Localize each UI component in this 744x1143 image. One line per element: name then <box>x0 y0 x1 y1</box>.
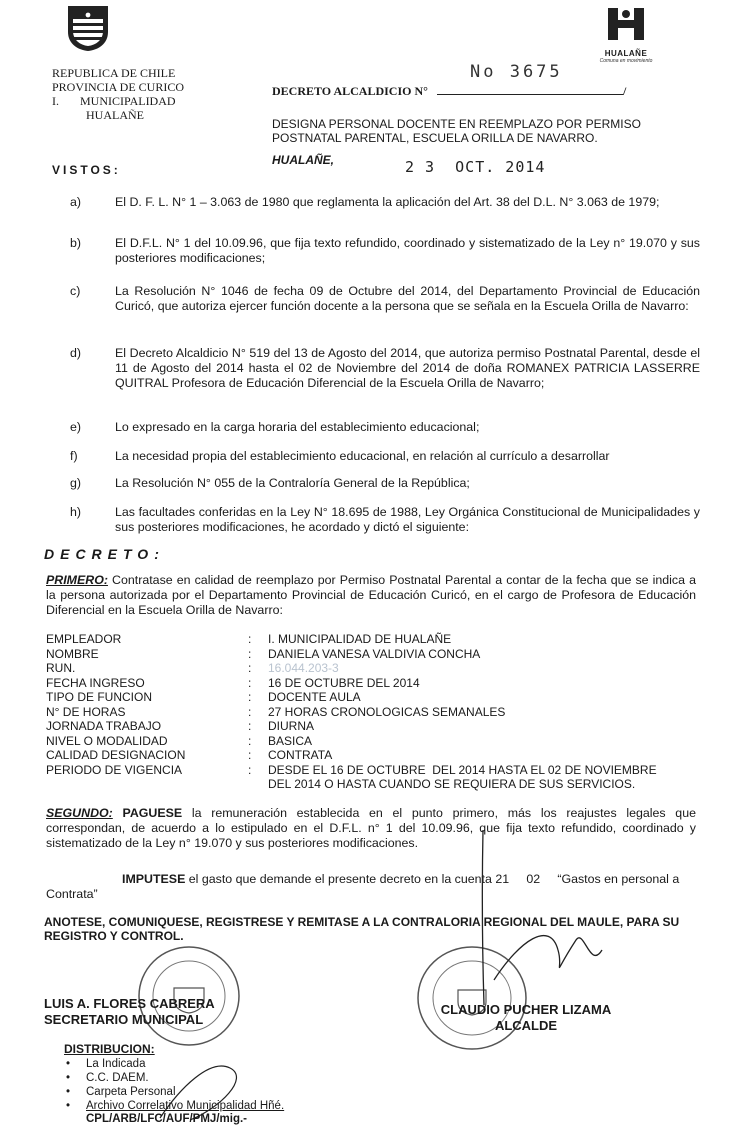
hualane-logo <box>598 6 654 64</box>
institution-line: PROVINCIA DE CURICO <box>52 80 185 94</box>
detail-colon: : <box>248 733 252 748</box>
impute-paragraph <box>46 872 696 902</box>
decree-title-line <box>272 84 626 99</box>
item-text: El Decreto Alcaldicio N° 519 del 13 de Agosto del 2014, que autoriza permiso Postnatal Parental, desde el 11 de Agosto del 2014 hasta el 02 de Noviembre del 2014 de doña ROMANEX PATRICIA LASSERRE QUITRAL Profesora de Educación Diferencial de la Escuela Orilla de Navarro; <box>115 346 700 390</box>
decree-subject: DESIGNA PERSONAL DOCENTE EN REEMPLAZO POR PERMISO POSTNATAL PARENTAL, ESCUELA ORILLA DE NAVARRO. <box>272 117 641 145</box>
detail-colon: : <box>248 719 252 733</box>
detail-key: PERIODO DE VIGENCIA <box>46 762 183 777</box>
item-text: La Resolución N° 1046 de fecha 09 de Octubre del 2014, del Departamento Provincial de Educación Curicó, que autoriza ejercer función docente a la persona que se señala en la Escuela Orilla de Navarro: <box>115 284 700 313</box>
place-label: HUALAÑE, <box>272 153 334 167</box>
detail-value: I. MUNICIPALIDAD DE HUALAÑE <box>268 632 452 646</box>
detail-colon: : <box>248 704 252 719</box>
detail-colon: : <box>248 675 252 690</box>
detail-value: CONTRATA <box>268 748 333 762</box>
detail-value: DANIELA VANESA VALDIVIA CONCHA <box>268 646 481 661</box>
closing-instruction: ANOTESE, COMUNIQUESE, REGISTRESE Y REMITASE A LA CONTRALORIA REGIONAL DEL MAULE, PARA SU REGISTRO Y CONTROL. <box>44 915 680 943</box>
decreto-heading: DECRETO: <box>44 546 165 562</box>
detail-value: DEL 2014 O HASTA CUANDO SE REQUIERA DE SUS SERVICIOS. <box>268 777 636 791</box>
decree-slash: / <box>622 84 627 98</box>
primero-paragraph <box>46 573 696 618</box>
item-text: La necesidad propia del establecimiento educacional, en relación al currículo a desarrollar <box>115 449 610 463</box>
decree-label: DECRETO ALCALDICIO N° <box>272 84 428 98</box>
vistos-item <box>70 346 700 391</box>
detail-key: N° DE HORAS <box>46 704 126 719</box>
distribution-list <box>64 1057 284 1113</box>
item-letter: c) <box>70 284 81 298</box>
detail-value: 16 DE OCTUBRE DEL 2014 <box>268 675 420 690</box>
detail-key: CALIDAD DESIGNACION <box>46 748 186 762</box>
impute-lead: IMPUTESE <box>122 872 186 886</box>
mayor-title: ALCALDE <box>494 1018 558 1033</box>
distribution-heading: DISTRIBUCION: <box>64 1042 155 1056</box>
mayor-signature-block <box>426 1002 626 1034</box>
detail-colon: : <box>248 632 252 646</box>
impute-text: el gasto que demande el presente decreto en la cuenta 21 02 “Gastos en personal a Contrata” <box>46 872 683 901</box>
vistos-heading: VISTOS: <box>52 163 121 177</box>
vistos-item <box>70 284 700 314</box>
institution-line: HUALAÑE <box>86 108 144 122</box>
secretary-title: SECRETARIO MUNICIPAL <box>44 1012 204 1027</box>
segundo-label: SEGUNDO: <box>46 806 113 820</box>
institution-line: REPUBLICA DE CHILE <box>52 66 176 80</box>
detail-value: DOCENTE AULA <box>268 690 361 704</box>
detail-value: DESDE EL 16 DE OCTUBRE DEL 2014 HASTA EL 02 DE NOVIEMBRE <box>268 762 657 777</box>
item-text: El D. F. L. N° 1 – 3.063 de 1980 que reglamenta la aplicación del Art. 38 del D.L. N° 3.063 de 1979; <box>115 195 660 209</box>
segundo-lead: PAGUESE <box>112 806 183 820</box>
item-text: El D.F.L. N° 1 del 10.09.96, que fija texto refundido, coordinado y sistematizado de la Ley n° 19.070 y sus posteriores modificaciones; <box>115 236 700 265</box>
hualane-h-logo-icon <box>604 6 648 42</box>
distribution-item: • Archivo Correlativo Municipalidad Hñé. <box>64 1099 284 1113</box>
item-letter: e) <box>70 420 82 434</box>
detail-key: FECHA INGRESO <box>46 675 145 690</box>
typist-initials: CPL/ARB/LFC/AUF/PMJ/mig.- <box>86 1113 247 1125</box>
vistos-item <box>70 195 700 210</box>
institution-header <box>52 66 184 122</box>
detail-key: EMPLEADOR <box>46 632 122 646</box>
detail-key: JORNADA TRABAJO <box>46 719 162 733</box>
detail-key: NOMBRE <box>46 646 99 661</box>
vistos-item <box>70 236 700 266</box>
vistos-item <box>70 420 700 435</box>
primero-text: Contratase en calidad de reemplazo por Permiso Postnatal Parental a contar de la fecha que se indica a la persona autorizada por el Departamento Provincial de Educación Curicó, en el cargo de Profesora de Educación Diferencial en la Escuela Orilla de Navarro: <box>46 573 696 617</box>
logo-tagline: Comuna en movimiento <box>599 58 653 64</box>
detail-colon: : <box>248 661 252 675</box>
item-text: Lo expresado en la carga horaria del establecimiento educacional; <box>115 420 480 434</box>
secretary-signature-block <box>44 996 215 1028</box>
item-letter: h) <box>70 505 82 519</box>
municipal-crest-icon <box>62 2 114 52</box>
distribution-item: • Carpeta Personal <box>64 1085 284 1099</box>
date-stamp: 2 3 OCT. 2014 <box>405 158 546 176</box>
decree-number-blank <box>437 84 623 95</box>
detail-value: DIURNA <box>268 719 315 733</box>
vistos-item <box>70 476 700 491</box>
detail-colon: : <box>248 690 252 704</box>
vistos-item <box>70 505 700 535</box>
detail-value: 27 HORAS CRONOLOGICAS SEMANALES <box>268 704 506 719</box>
detail-value: 16.044.203-3 <box>268 661 339 675</box>
detail-key: NIVEL O MODALIDAD <box>46 733 168 748</box>
item-letter: a) <box>70 195 82 209</box>
distribution-item: • C.C. DAEM. <box>64 1071 284 1085</box>
segundo-paragraph <box>46 806 696 851</box>
detail-colon: : <box>248 646 252 661</box>
distribution-item: • La Indicada <box>64 1057 284 1071</box>
segundo-text: la remuneración establecida en el punto primero, más los reajustes legales que correspondan, de acuerdo a lo estipulado en el D.F.L. n° 1 del 10.09.96, que fija texto refundido, coordinado y sistematizado de la Ley n° 19.070 y sus posteriores modificaciones. <box>46 806 696 850</box>
institution-line: I. MUNICIPALIDAD <box>52 94 176 108</box>
vistos-item <box>70 449 700 464</box>
item-letter: b) <box>70 236 82 250</box>
secretary-name: LUIS A. FLORES CABRERA <box>44 996 215 1011</box>
mayor-name: CLAUDIO PUCHER LIZAMA <box>440 1002 612 1017</box>
logo-name: HUALAÑE <box>604 49 648 58</box>
detail-colon: : <box>248 762 252 777</box>
item-text: La Resolución N° 055 de la Contraloría General de la República; <box>115 476 470 490</box>
mayor-seal-icon <box>414 944 530 1052</box>
decree-number-stamp: No 3675 <box>470 62 563 82</box>
detail-key: RUN. <box>46 661 76 675</box>
detail-colon: : <box>248 748 252 762</box>
primero-label: PRIMERO: <box>46 573 108 587</box>
detail-key: TIPO DE FUNCION <box>46 690 153 704</box>
item-letter: f) <box>70 449 78 463</box>
item-letter: g) <box>70 476 82 490</box>
item-letter: d) <box>70 346 82 360</box>
item-text: Las facultades conferidas en la Ley N° 18.695 de 1988, Ley Orgánica Constitucional de Municipalidades y sus posteriores modificaciones, he acordado y dictó el siguiente: <box>115 505 700 534</box>
detail-value: BASICA <box>268 733 313 748</box>
